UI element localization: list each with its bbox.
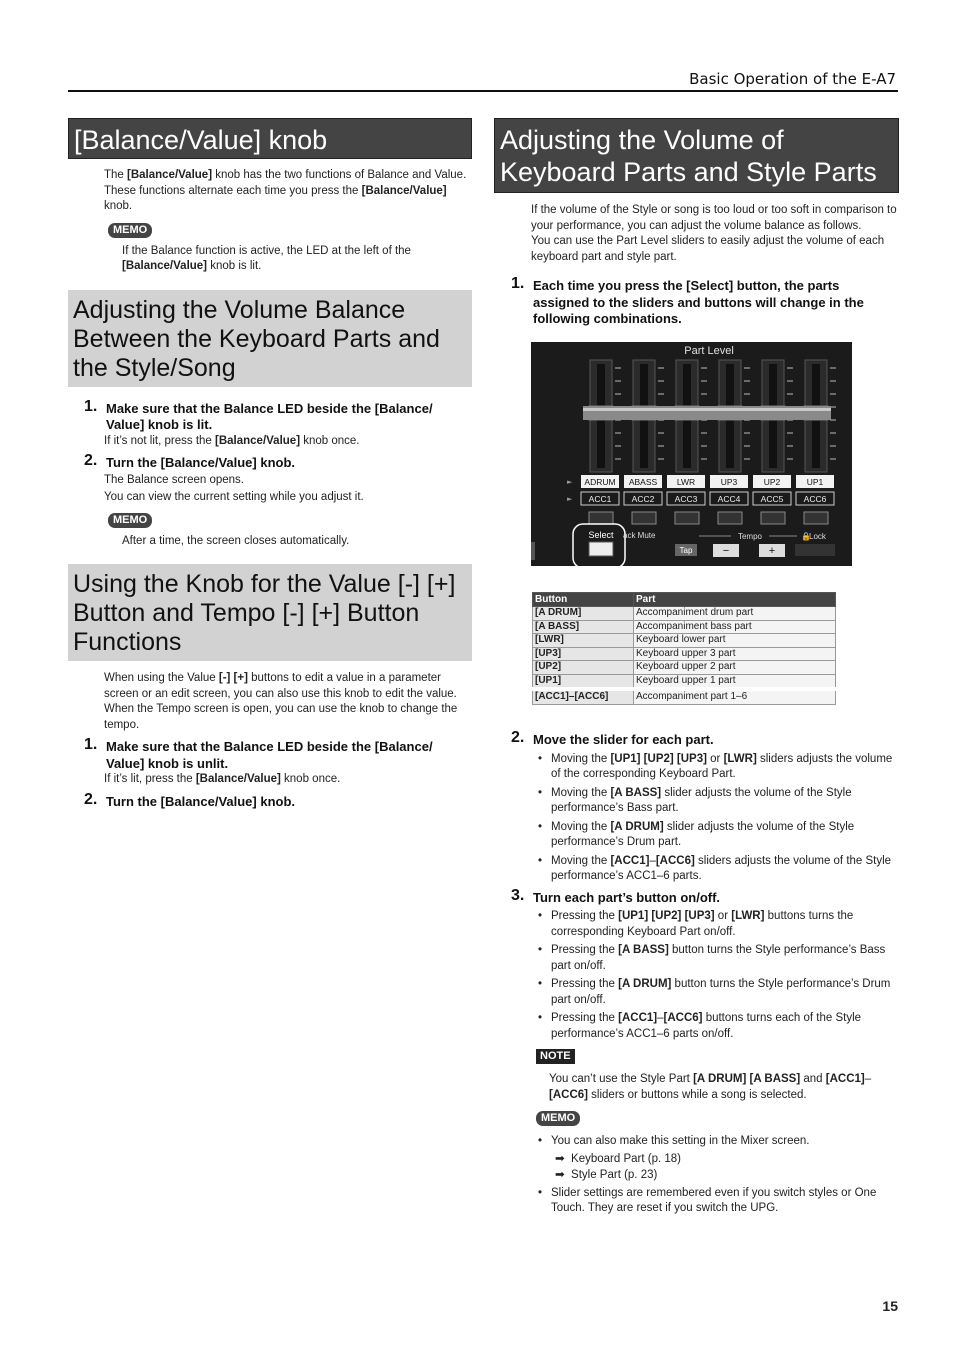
track-mute-label: ack Mute bbox=[623, 531, 656, 540]
table-cell: [LWR] bbox=[533, 634, 634, 648]
arrow-right-icon: ➡ bbox=[555, 1152, 565, 1165]
step-1: 1. Make sure that the Balance LED beside the [Balance/ Value] knob is unlit. bbox=[84, 736, 433, 771]
right-column bbox=[494, 118, 899, 328]
acc-label: ACC6 bbox=[803, 494, 827, 504]
select-button-label: Select bbox=[588, 530, 614, 540]
bullet-item: • Pressing the [A DRUM] button turns the Style performance’s Drum part on/off. bbox=[538, 977, 901, 1008]
memo-text: After a time, the screen closes automatically. bbox=[122, 534, 350, 547]
table-row bbox=[533, 674, 836, 689]
table-cell: Keyboard upper 3 part bbox=[634, 647, 836, 661]
table-cell: Keyboard lower part bbox=[634, 634, 836, 648]
step-2: 2. Turn the [Balance/Value] knob. bbox=[84, 790, 296, 809]
step-2-bullets bbox=[538, 752, 901, 885]
bullet-item: • Moving the [A BASS] slider adjusts the volume of the Style performance’s Bass part. bbox=[538, 786, 901, 817]
part-label: ABASS bbox=[628, 477, 658, 487]
step-1: 1. Each time you press the [Select] button, the parts assigned to the sliders and buttons will change in the following combinations. bbox=[511, 275, 864, 326]
bullet-item: • Moving the [ACC1]–[ACC6] sliders adjusts the volume of the Style performance’s ACC1–6 parts. bbox=[538, 854, 901, 885]
memo-badge: MEMO bbox=[108, 513, 152, 528]
table-cell: Keyboard upper 2 part bbox=[634, 661, 836, 675]
bullet-item: • Moving the [UP1] [UP2] [UP3] or [LWR] sliders adjusts the volume of the corresponding Keyboard Part. bbox=[538, 752, 901, 783]
acc-label: ACC2 bbox=[631, 494, 655, 504]
step-2: 2. Move the slider for each part. bbox=[511, 729, 714, 747]
part-button bbox=[718, 512, 742, 524]
step-2: 2. Turn the [Balance/Value] knob. bbox=[84, 452, 296, 470]
intro-paragraph-1: If the volume of the Style or song is too loud or too soft in comparison to your performance, you can adjust the volume balance as follows. bbox=[531, 204, 897, 232]
part-label: UP3 bbox=[720, 477, 738, 487]
table-cell: Accompaniment drum part bbox=[634, 607, 836, 621]
part-level-panel-illustration bbox=[531, 342, 852, 566]
table-row bbox=[533, 647, 836, 661]
section-title-volume-balance: Adjusting the Volume Balance Between the Keyboard Parts and the Style/Song bbox=[68, 290, 472, 387]
row-indicator-icon: ► bbox=[567, 495, 573, 503]
acc-label: ACC1 bbox=[588, 494, 612, 504]
step-3-bullets bbox=[538, 909, 901, 1042]
note-badge: NOTE bbox=[536, 1049, 575, 1064]
arrow-right-icon: ➡ bbox=[555, 1168, 565, 1181]
table-cell: [ACC1]–[ACC6] bbox=[533, 689, 634, 704]
part-button bbox=[589, 512, 613, 524]
table-cell: [A BASS] bbox=[533, 620, 634, 634]
step-1: 1. Make sure that the Balance LED beside the [Balance/ Value] knob is lit. bbox=[84, 397, 433, 432]
reference-style-part[interactable]: ➡ Style Part (p. 23) bbox=[555, 1168, 658, 1181]
tap-label: Tap bbox=[679, 546, 693, 555]
button-part-table bbox=[532, 592, 836, 705]
part-button bbox=[804, 512, 828, 524]
table-cell: [UP1] bbox=[533, 674, 634, 689]
step-2-detail-1: The Balance screen opens. bbox=[104, 473, 245, 486]
bullet-item: • Moving the [A DRUM] slider adjusts the volume of the Style performance’s Drum part. bbox=[538, 820, 901, 851]
svg-text:+: + bbox=[768, 545, 776, 557]
step-2-detail-2: You can view the current setting while you adjust it. bbox=[104, 491, 364, 503]
knob-intro-paragraph: When using the Value [-] [+] buttons to edit a value in a parameter screen or an edit screen, you can also use this knob to edit the value. When the Tempo screen is open, you can use the knob to change the tempo. bbox=[104, 672, 458, 731]
memo-badge: MEMO bbox=[108, 223, 152, 238]
table-row bbox=[533, 634, 836, 648]
table-cell: Accompaniment bass part bbox=[634, 620, 836, 634]
lock-icon: 🔒 bbox=[801, 532, 811, 541]
part-level-label: Part Level bbox=[684, 345, 734, 357]
part-label: UP1 bbox=[806, 477, 824, 487]
tempo-label: Tempo bbox=[737, 532, 763, 541]
intro-paragraph-2: You can use the Part Level sliders to easily adjust the volume of each keyboard part and style part. bbox=[531, 235, 885, 263]
table-header-part: Part bbox=[634, 593, 836, 607]
page-number: 15 bbox=[882, 1298, 898, 1314]
table-header-button: Button bbox=[533, 593, 634, 607]
header-rule bbox=[68, 90, 898, 92]
intro-paragraph-2: These functions alternate each time you press the [Balance/Value] knob. bbox=[104, 184, 447, 212]
section-title-balance-value-knob: [Balance/Value] knob bbox=[68, 118, 472, 159]
part-button bbox=[761, 512, 785, 524]
memo-bullet-remembered: • Slider settings are remembered even if you switch styles or One Touch. They are reset if you switch the UPG. bbox=[538, 1186, 901, 1217]
row-indicator-icon: ► bbox=[567, 478, 573, 486]
part-button bbox=[675, 512, 699, 524]
acc-label: ACC4 bbox=[717, 494, 741, 504]
svg-text:−: − bbox=[722, 545, 730, 557]
memo-bullets bbox=[538, 1134, 901, 1217]
part-button bbox=[632, 512, 656, 524]
table-row bbox=[533, 689, 836, 704]
part-label: UP2 bbox=[763, 477, 781, 487]
step-1-detail: If it’s lit, press the [Balance/Value] knob once. bbox=[104, 773, 341, 785]
part-label: ADRUM bbox=[584, 477, 616, 487]
left-column bbox=[68, 118, 472, 810]
table-cell: [A DRUM] bbox=[533, 607, 634, 621]
table-cell: Accompaniment part 1–6 bbox=[634, 689, 836, 704]
table-row bbox=[533, 607, 836, 621]
running-header: Basic Operation of the E-A7 bbox=[689, 70, 896, 88]
table-cell: [UP3] bbox=[533, 647, 634, 661]
table-cell: Keyboard upper 1 part bbox=[634, 674, 836, 689]
memo-text: If the Balance function is active, the LED at the left of the [Balance/Value] knob is lit. bbox=[122, 244, 411, 272]
part-label: LWR bbox=[676, 477, 696, 487]
memo-badge: MEMO bbox=[536, 1111, 580, 1126]
acc-label: ACC3 bbox=[674, 494, 698, 504]
lock-label: Lock bbox=[809, 532, 826, 541]
table-cell: [UP2] bbox=[533, 661, 634, 675]
section-title-volume-parts: Adjusting the Volume of Keyboard Parts and Style Parts bbox=[494, 118, 899, 193]
acc-label: ACC5 bbox=[760, 494, 784, 504]
intro-paragraph-1: The [Balance/Value] knob has the two functions of Balance and Value. bbox=[104, 169, 467, 181]
table-row bbox=[533, 620, 836, 634]
section-title-knob-value-tempo: Using the Knob for the Value [-] [+] Button and Tempo [-] [+] Button Functions bbox=[68, 564, 472, 661]
step-1-detail: If it’s not lit, press the [Balance/Value] knob once. bbox=[104, 434, 360, 447]
panel-graphic bbox=[531, 342, 852, 566]
bullet-item: • Pressing the [ACC1]–[ACC6] buttons turns each of the Style performance’s ACC1–6 parts on/off. bbox=[538, 1011, 901, 1042]
right-steps bbox=[511, 729, 901, 1220]
table-row bbox=[533, 661, 836, 675]
note-text: You can’t use the Style Part [A DRUM] [A BASS] and [ACC1]– [ACC6] sliders or buttons while a song is selected. bbox=[549, 1073, 872, 1101]
bullet-item: • Pressing the [UP1] [UP2] [UP3] or [LWR] buttons turns the corresponding Keyboard Part on/off. bbox=[538, 909, 901, 940]
select-button bbox=[589, 542, 613, 556]
reference-keyboard-part[interactable]: ➡ Keyboard Part (p. 18) bbox=[555, 1152, 681, 1165]
bullet-item: • Pressing the [A BASS] button turns the Style performance’s Bass part on/off. bbox=[538, 943, 901, 974]
step-3: 3. Turn each part’s button on/off. bbox=[511, 886, 721, 905]
memo-bullet-mixer: • You can also make this setting in the Mixer screen. ➡ Keyboard Part (p. 18) ➡ Style Part (p. 23) bbox=[538, 1134, 901, 1183]
